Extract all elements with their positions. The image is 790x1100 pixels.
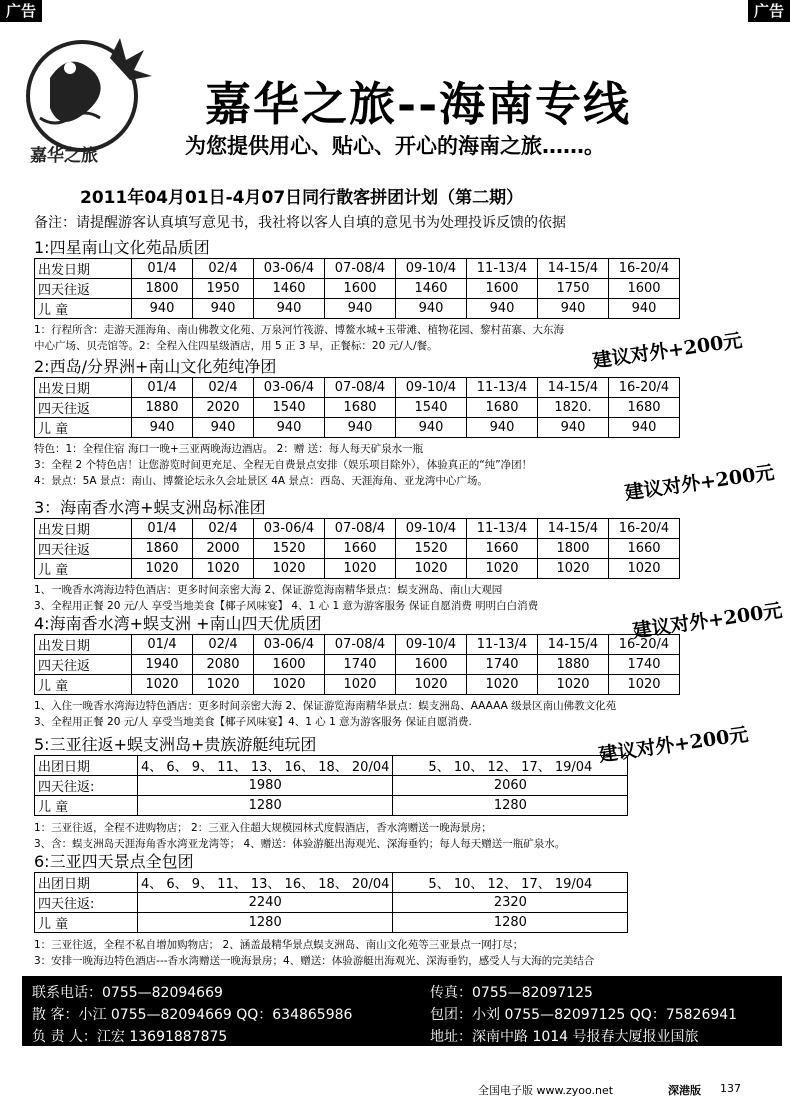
table-cell: 1660 <box>609 539 680 559</box>
section-title: 1:四星南山文化苑品质团 <box>34 238 210 257</box>
note-line: 1、一晚香水湾海边特色酒店：更多时间亲密大海 2、保证游览海南精华景点：蜈支洲岛、南山大观园 <box>34 584 503 596</box>
table-cell: 1750 <box>538 279 609 299</box>
table-cell: 14-15/4 <box>538 259 609 279</box>
table-cell: 1020 <box>325 559 396 579</box>
table-row <box>35 259 680 279</box>
table-cell: 940 <box>538 299 609 319</box>
table-cell: 07-08/4 <box>325 519 396 539</box>
table-cell: 940 <box>609 299 680 319</box>
row-label: 四天往返: <box>35 893 138 913</box>
table-cell: 1600 <box>609 279 680 299</box>
company-logo <box>10 28 160 168</box>
table-cell: 1680 <box>609 398 680 418</box>
plan-title: 2011年04月01日-4月07日同行散客拼团计划（第二期） <box>80 188 524 208</box>
note-line: 3、全程用正餐 20 元/人 享受当地美食【椰子风味宴】4、1 心 1 意为游客服务 保证自愿消费. <box>34 716 472 728</box>
table-cell: 1820. <box>538 398 609 418</box>
contact-address: 地址：深南中路 1014 号报春大厦报业国旅 <box>430 1029 699 1045</box>
price-table <box>34 634 680 695</box>
section-notes <box>34 322 564 354</box>
table-cell: 01/4 <box>132 519 193 539</box>
section-notes <box>34 820 565 852</box>
logo-text: 嘉华之旅 <box>30 146 98 166</box>
page-number: 137 <box>720 1082 741 1095</box>
table-cell: 07-08/4 <box>325 259 396 279</box>
table-cell: 1020 <box>609 559 680 579</box>
section-notes <box>34 441 532 489</box>
table-cell: 1280 <box>393 796 628 816</box>
table-cell: 940 <box>193 299 254 319</box>
table-cell: 03-06/4 <box>254 635 325 655</box>
table-cell: 1660 <box>325 539 396 559</box>
contact-manager: 负 责 人：江宏 13691887875 <box>32 1029 228 1045</box>
table-cell: 1020 <box>396 675 467 695</box>
table-cell: 1020 <box>609 675 680 695</box>
row-label: 儿 童 <box>35 796 138 816</box>
row-label: 出发日期 <box>35 635 132 655</box>
note-line: 3、全程用正餐 20 元/人 享受当地美食【椰子风味宴】 4、1 心 1 意为游客服务 保证自愿消费 明明白白消费 <box>34 600 539 612</box>
table-cell: 1020 <box>467 559 538 579</box>
region-label: 深港版 <box>668 1084 701 1097</box>
slogan: 为您提供用心、贴心、开心的海南之旅……。 <box>185 134 605 158</box>
table-cell: 11-13/4 <box>467 378 538 398</box>
table-cell: 1020 <box>132 559 193 579</box>
notice: 备注：请提醒游客认真填写意见书，我社将以客人自填的意见书为处理投诉反馈的依据 <box>34 215 566 231</box>
row-label: 出团日期 <box>35 756 138 776</box>
table-cell: 1520 <box>254 539 325 559</box>
note-line: 1：行程所含：走游天涯海角、南山佛教文化苑、万泉河竹筏游、博鳌水城+玉带滩、植物花园、黎村苗寨、大东海 <box>34 324 564 336</box>
table-cell: 1660 <box>467 539 538 559</box>
table-cell: 1020 <box>193 675 254 695</box>
table-cell: 03-06/4 <box>254 378 325 398</box>
table-cell: 09-10/4 <box>396 378 467 398</box>
table-cell: 940 <box>254 299 325 319</box>
row-label: 四天往返 <box>35 279 132 299</box>
table-cell: 1600 <box>396 655 467 675</box>
table-cell: 1880 <box>132 398 193 418</box>
row-label: 出发日期 <box>35 519 132 539</box>
note-line: 3、含：蜈支洲岛天涯海角香水湾亚龙湾等； 4、赠送：体验游艇出海观光、深海垂钓；每人每天赠送一瓶矿泉水。 <box>34 838 566 850</box>
table-cell: 1020 <box>132 675 193 695</box>
table-cell: 940 <box>538 418 609 438</box>
table-cell: 02/4 <box>193 378 254 398</box>
table-cell: 16-20/4 <box>609 519 680 539</box>
note-line: 1、入住一晚香水湾海边特色酒店：更多时间亲密大海 2、保证游览海南精华景点：蜈支洲岛、AAAAA 级景区南山佛教文化苑 <box>34 700 617 712</box>
price-table <box>34 377 680 438</box>
table-cell: 11-13/4 <box>467 635 538 655</box>
table-cell: 2000 <box>193 539 254 559</box>
table-cell: 940 <box>325 418 396 438</box>
table-row <box>35 279 680 299</box>
table-cell: 1020 <box>325 675 396 695</box>
table-cell: 1740 <box>325 655 396 675</box>
table-cell: 2240 <box>138 893 393 913</box>
table-cell: 1860 <box>132 539 193 559</box>
table-cell: 940 <box>254 418 325 438</box>
table-cell: 5、 10、 12、 17、 19/04 <box>393 873 628 893</box>
table-row <box>35 873 628 893</box>
table-cell: 03-06/4 <box>254 519 325 539</box>
table-cell: 02/4 <box>193 635 254 655</box>
table-row <box>35 796 628 816</box>
table-cell: 1020 <box>467 675 538 695</box>
table-cell: 1520 <box>396 539 467 559</box>
section-title: 4:海南香水湾+蜈支洲 +南山四天优质团 <box>34 614 322 633</box>
row-label: 出发日期 <box>35 259 132 279</box>
table-row <box>35 559 680 579</box>
table-cell: 14-15/4 <box>538 635 609 655</box>
contact-fax: 传真：0755—82097125 <box>430 985 593 1001</box>
section-notes <box>34 582 538 614</box>
table-row <box>35 635 680 655</box>
table-cell: 5、 10、 12、 17、 19/04 <box>393 756 628 776</box>
table-cell: 940 <box>609 418 680 438</box>
row-label: 儿 童 <box>35 913 138 933</box>
table-cell: 2020 <box>193 398 254 418</box>
table-row <box>35 398 680 418</box>
table-cell: 1540 <box>254 398 325 418</box>
table-cell: 940 <box>193 418 254 438</box>
table-cell: 03-06/4 <box>254 259 325 279</box>
price-table <box>34 258 680 319</box>
row-label: 四天往返 <box>35 398 132 418</box>
table-cell: 940 <box>396 418 467 438</box>
table-cell: 11-13/4 <box>467 259 538 279</box>
table-cell: 4、 6、 9、 11、 13、 16、 18、 20/04 <box>138 756 393 776</box>
table-cell: 09-10/4 <box>396 519 467 539</box>
table-cell: 14-15/4 <box>538 519 609 539</box>
row-label: 四天往返: <box>35 776 138 796</box>
table-row <box>35 418 680 438</box>
price-table <box>34 518 680 579</box>
table-cell: 2080 <box>193 655 254 675</box>
price-suggestion-stamp: 建议对外+200元 <box>597 723 750 767</box>
table-cell: 01/4 <box>132 259 193 279</box>
table-cell: 940 <box>132 299 193 319</box>
table-cell: 1980 <box>138 776 393 796</box>
price-suggestion-stamp: 建议对外+200元 <box>631 599 784 643</box>
contact-phone: 联系电话：0755—82094669 <box>32 985 223 1001</box>
table-cell: 09-10/4 <box>396 635 467 655</box>
row-label: 四天往返 <box>35 539 132 559</box>
table-cell: 1020 <box>193 559 254 579</box>
table-cell: 1020 <box>396 559 467 579</box>
section-notes <box>34 698 616 730</box>
note-line: 中心广场、贝壳馆等。2：全程入住四星级酒店，用 5 正 3 早，正餐标：20 元/人/餐。 <box>34 340 438 352</box>
table-row <box>35 893 628 913</box>
table-cell: 4、 6、 9、 11、 13、 16、 18、 20/04 <box>138 873 393 893</box>
ad-tag-left: 广告 <box>0 0 42 22</box>
section-notes <box>34 937 594 969</box>
table-row <box>35 675 680 695</box>
table-cell: 1880 <box>538 655 609 675</box>
price-table <box>34 872 628 933</box>
table-cell: 1940 <box>132 655 193 675</box>
table-row <box>35 378 680 398</box>
table-cell: 1600 <box>467 279 538 299</box>
note-line: 3：全程 2 个特色店！让您游览时间更充足、全程无自费景点安排（娱乐项目除外），体验真正的“纯”净团！ <box>34 459 533 471</box>
note-line: 4：景点：5A 景点：南山、博鳌论坛永久会址景区 4A 景点：西岛、天涯海角、亚龙湾中心广场。 <box>34 475 488 487</box>
table-cell: 1740 <box>467 655 538 675</box>
table-cell: 14-15/4 <box>538 378 609 398</box>
table-row <box>35 539 680 559</box>
table-cell: 1950 <box>193 279 254 299</box>
table-cell: 940 <box>325 299 396 319</box>
table-cell: 940 <box>132 418 193 438</box>
section-title: 2:西岛/分界洲+南山文化苑纯净团 <box>34 357 277 376</box>
table-cell: 1020 <box>254 559 325 579</box>
price-table <box>34 755 628 816</box>
table-cell: 2320 <box>393 893 628 913</box>
page-title: 嘉华之旅--海南专线 <box>205 77 632 131</box>
table-cell: 1020 <box>254 675 325 695</box>
table-cell: 01/4 <box>132 378 193 398</box>
table-cell: 1680 <box>467 398 538 418</box>
note-line: 1：三亚往返，全程不私自增加购物店； 2、涵盖最精华景点蜈支洲岛、南山文化苑等三亚景点一网打尽； <box>34 939 524 951</box>
table-cell: 07-08/4 <box>325 378 396 398</box>
note-line: 3：安排一晚海边特色酒店---香水湾赠送一晚海景房；4、赠送：体验游艇出海观光、深海垂钓，感受人与大海的完美结合 <box>34 955 595 967</box>
table-cell: 940 <box>467 299 538 319</box>
table-row <box>35 756 628 776</box>
table-cell: 1600 <box>254 655 325 675</box>
price-suggestion-stamp: 建议对外+200元 <box>591 329 744 373</box>
table-cell: 1460 <box>396 279 467 299</box>
contact-retail: 散 客：小江 0755—82094669 QQ：634865986 <box>32 1007 353 1023</box>
row-label: 儿 童 <box>35 559 132 579</box>
table-cell: 1800 <box>538 539 609 559</box>
note-line: 特色：1：全程住宿 海口一晚+三亚两晚海边酒店。 2：赠 送：每人每天矿泉水一瓶 <box>34 443 424 455</box>
table-cell: 09-10/4 <box>396 259 467 279</box>
table-cell: 11-13/4 <box>467 519 538 539</box>
table-row <box>35 913 628 933</box>
table-cell: 1800 <box>132 279 193 299</box>
table-row <box>35 776 628 796</box>
table-cell: 1020 <box>538 559 609 579</box>
table-cell: 1680 <box>325 398 396 418</box>
table-cell: 01/4 <box>132 635 193 655</box>
table-cell: 1280 <box>138 796 393 816</box>
contact-footer <box>22 976 782 1046</box>
section-title: 6:三亚四天景点全包团 <box>34 852 194 871</box>
table-cell: 16-20/4 <box>609 635 680 655</box>
table-cell: 940 <box>396 299 467 319</box>
table-cell: 16-20/4 <box>609 378 680 398</box>
table-cell: 02/4 <box>193 259 254 279</box>
table-cell: 16-20/4 <box>609 259 680 279</box>
table-cell: 1740 <box>609 655 680 675</box>
note-line: 1：三亚往返，全程不进购物店； 2：三亚入住超大规模园林式度假酒店，香水湾赠送一晚海景房； <box>34 822 492 834</box>
table-row <box>35 519 680 539</box>
table-cell: 07-08/4 <box>325 635 396 655</box>
table-row <box>35 299 680 319</box>
row-label: 儿 童 <box>35 418 132 438</box>
row-label: 儿 童 <box>35 299 132 319</box>
row-label: 四天往返 <box>35 655 132 675</box>
table-cell: 940 <box>467 418 538 438</box>
table-cell: 1280 <box>138 913 393 933</box>
table-cell: 1460 <box>254 279 325 299</box>
table-row <box>35 655 680 675</box>
row-label: 出发日期 <box>35 378 132 398</box>
table-cell: 1020 <box>538 675 609 695</box>
table-cell: 2060 <box>393 776 628 796</box>
section-title: 3：海南香水湾+蜈支洲岛标准团 <box>34 498 266 517</box>
row-label: 儿 童 <box>35 675 132 695</box>
table-cell: 02/4 <box>193 519 254 539</box>
table-cell: 1600 <box>325 279 396 299</box>
table-cell: 1540 <box>396 398 467 418</box>
section-title: 5:三亚往返+蜈支洲岛+贵族游艇纯玩团 <box>34 735 317 754</box>
ad-tag-right: 广告 <box>748 0 790 22</box>
row-label: 出团日期 <box>35 873 138 893</box>
edition-label: 全国电子版 www.zyoo.net <box>478 1084 614 1097</box>
table-cell: 1280 <box>393 913 628 933</box>
price-suggestion-stamp: 建议对外+200元 <box>623 461 776 505</box>
contact-group: 包团：小刘 0755—82097125 QQ：75826941 <box>430 1007 738 1023</box>
